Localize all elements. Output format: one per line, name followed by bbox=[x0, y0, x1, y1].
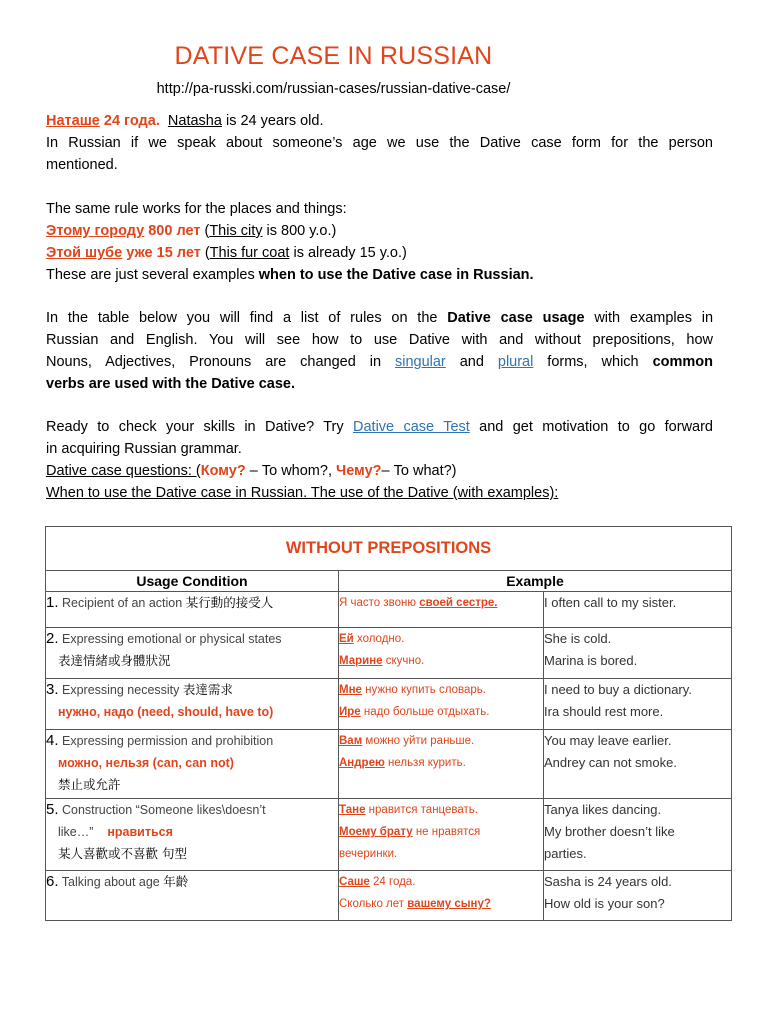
example-en-cell: Sasha is 24 years old. How old is your son? bbox=[544, 871, 732, 921]
section-heading: When to use the Dative case in Russian. The use of the Dative (with examples): bbox=[46, 485, 559, 501]
paragraph-line: Ready to check your skills in Dative? Try Dative case Test and get motivation to go forward bbox=[46, 419, 713, 435]
example-ru-cell: Саше 24 года. Сколько лет вашему сыну? bbox=[339, 871, 544, 921]
paragraph-line: These are just several examples when to use the Dative case in Russian. bbox=[46, 267, 534, 283]
table-row bbox=[46, 628, 732, 679]
table-row bbox=[46, 679, 732, 730]
example-line: Этому городу 800 лет (This city is 800 y.o.) bbox=[46, 223, 337, 239]
column-header-usage: Usage Condition bbox=[46, 571, 339, 592]
example-ru-cell: Вам можно уйти раньше. Андрею нельзя курить. bbox=[339, 730, 544, 799]
paragraph-line: In Russian if we speak about someone’s age we use the Dative case form for the person bbox=[46, 135, 713, 151]
usage-cell: 4. Expressing permission and prohibition можно, нельзя (can, can not) 禁止或允許 bbox=[46, 730, 339, 799]
example-en-cell: You may leave earlier. Andrey can not smoke. bbox=[544, 730, 732, 799]
example-line: Этой шубе уже 15 лет (This fur coat is already 15 y.o.) bbox=[46, 245, 407, 261]
singular-link[interactable]: singular bbox=[394, 354, 446, 370]
dative-rules-table bbox=[45, 526, 732, 921]
example-en-cell: She is cold. Marina is bored. bbox=[544, 628, 732, 679]
example-en-cell: I often call to my sister. bbox=[544, 592, 732, 628]
table-row bbox=[46, 730, 732, 799]
example-ru-cell: Я часто звоню своей сестре. bbox=[339, 592, 544, 628]
plural-link[interactable]: plural bbox=[497, 354, 534, 370]
dative-test-link[interactable]: Dative case Test bbox=[353, 419, 470, 435]
table-row bbox=[46, 871, 732, 921]
page-title: DATIVE CASE IN RUSSIAN bbox=[174, 42, 493, 70]
example-ru-cell: Ей холодно. Марине скучно. bbox=[339, 628, 544, 679]
usage-cell: 2. Expressing emotional or physical states 表達情緒或身體狀況 bbox=[46, 628, 339, 679]
intro-example-line: Наташе 24 года. Natasha is 24 years old. bbox=[46, 113, 324, 129]
example-ru-cell: Мне нужно купить словарь. Ире надо больше отдыхать. bbox=[339, 679, 544, 730]
paragraph-line: verbs are used with the Dative case. bbox=[46, 376, 296, 392]
usage-cell: 3. Expressing necessity 表達需求 нужно, надо (need, should, have to) bbox=[46, 679, 339, 730]
column-header-example: Example bbox=[339, 571, 732, 592]
table-row bbox=[46, 799, 732, 871]
paragraph-line: in acquiring Russian grammar. bbox=[46, 441, 242, 457]
example-ru-word: Наташе bbox=[46, 113, 100, 129]
example-en-cell: Tanya likes dancing. My brother doesn’t like parties. bbox=[544, 799, 732, 871]
example-en-cell: I need to buy a dictionary. Ira should rest more. bbox=[544, 679, 732, 730]
questions-line: Dative case questions: (Кому? – To whom?, Чему?– To what?) bbox=[46, 463, 457, 479]
usage-cell: 5. Construction “Someone likes\doesn’t like…” нравиться 某人喜歡或不喜歡 句型 bbox=[46, 799, 339, 871]
table-caption: WITHOUT PREPOSITIONS bbox=[46, 527, 732, 571]
usage-cell: 6. Talking about age 年齡 bbox=[46, 871, 339, 921]
usage-cell: 1. Recipient of an action 某行動的接受人 bbox=[46, 592, 339, 628]
example-ru-cell: Тане нравится танцевать. Моему брату не нравятся вечеринки. bbox=[339, 799, 544, 871]
paragraph-line: Nouns, Adjectives, Pronouns are changed in singular and plural forms, which common bbox=[46, 354, 713, 370]
paragraph-line: Russian and English. You will see how to use Dative with and without prepositions, how bbox=[46, 332, 713, 348]
paragraph-line: The same rule works for the places and things: bbox=[46, 201, 347, 217]
source-url[interactable]: http://pa-russki.com/russian-cases/russian-dative-case/ bbox=[156, 81, 511, 97]
paragraph-line: In the table below you will find a list of rules on the Dative case usage with examples in bbox=[46, 310, 714, 326]
table-row bbox=[46, 592, 732, 628]
paragraph-line: mentioned. bbox=[46, 157, 118, 173]
